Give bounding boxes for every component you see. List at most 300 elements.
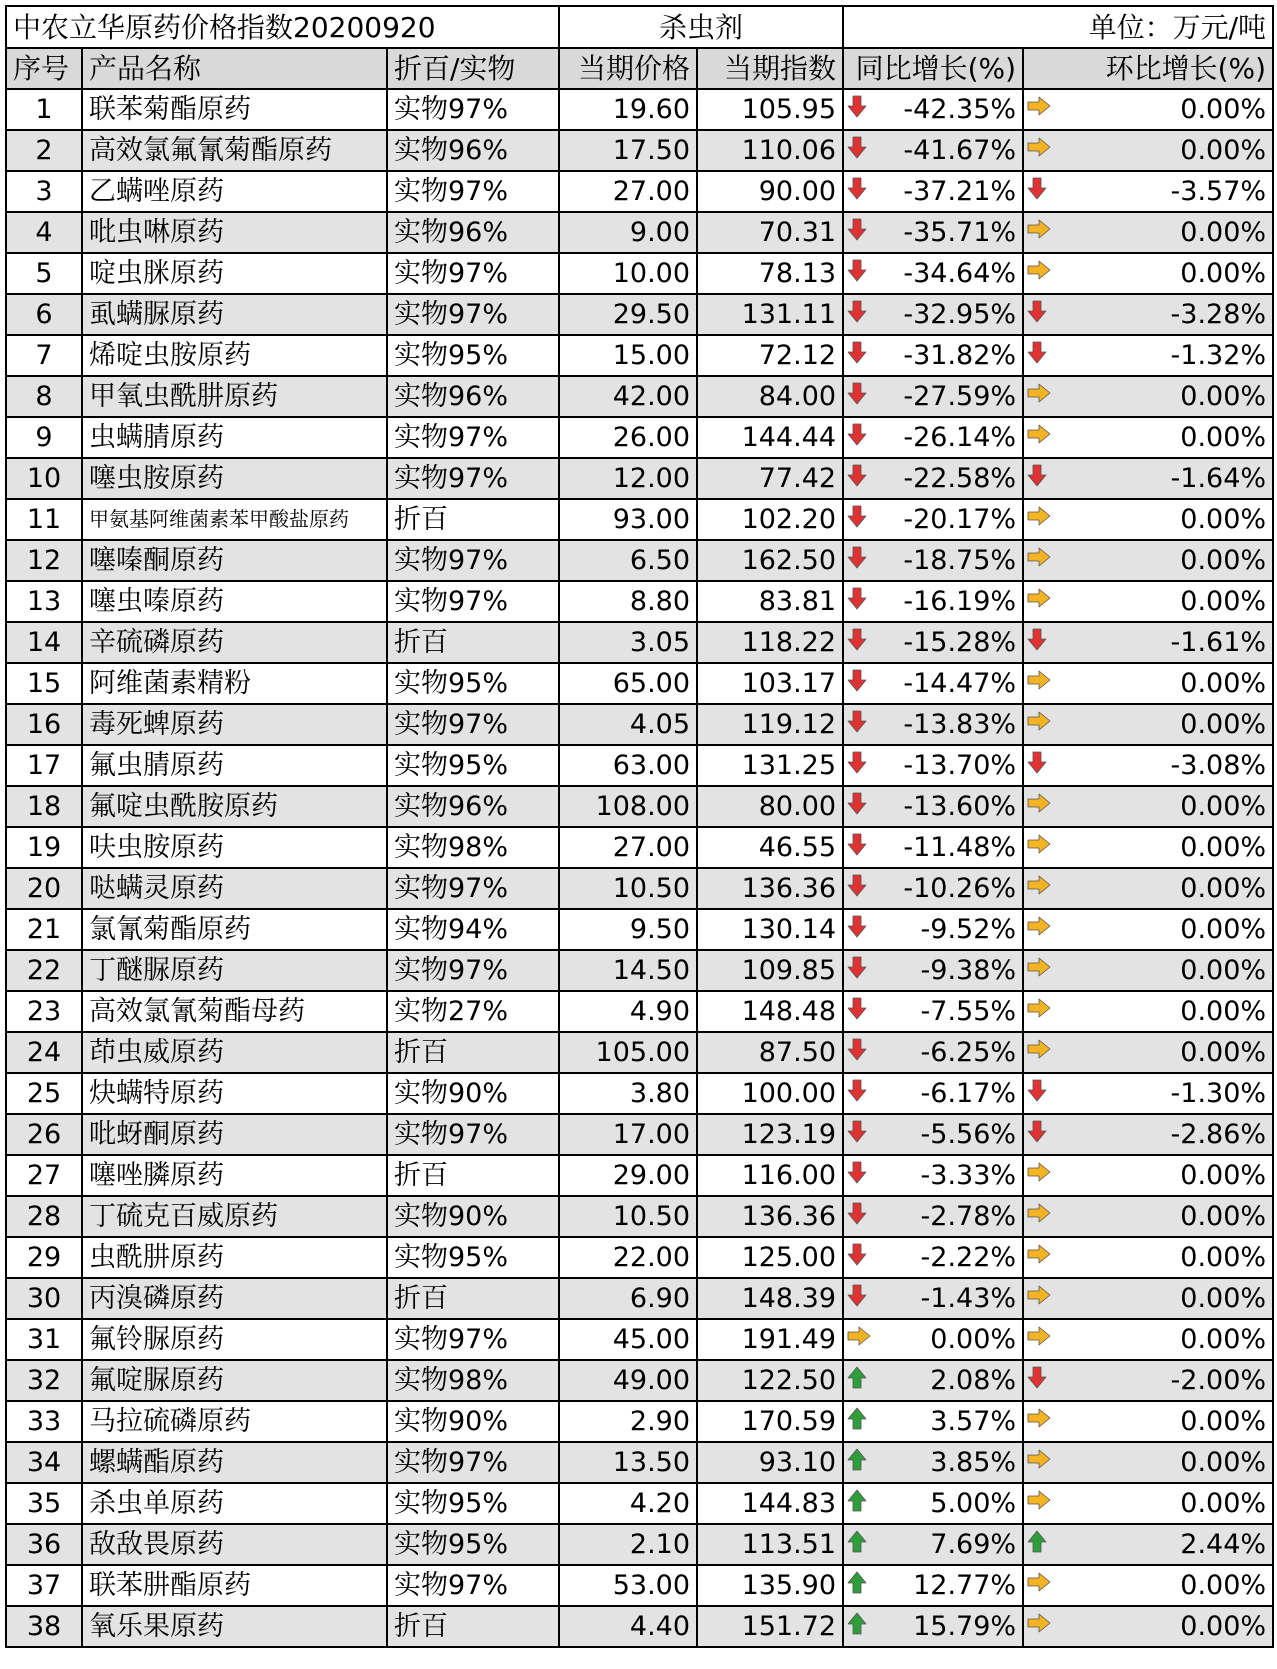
current-price: 45.00	[559, 1319, 697, 1360]
yoy-change-content	[844, 623, 1022, 662]
mom-change	[1023, 1442, 1273, 1483]
current-price: 8.80	[559, 581, 697, 622]
category-label: 杀虫剂	[559, 6, 843, 48]
yoy-change-value: -15.28%	[903, 627, 1017, 658]
mom-change	[1023, 909, 1273, 950]
current-price: 17.50	[559, 130, 697, 171]
yellow-right-arrow-icon	[1024, 1033, 1051, 1072]
table-row	[6, 704, 1273, 745]
table-row	[6, 253, 1273, 294]
red-down-arrow-icon	[844, 582, 867, 621]
yoy-change-content	[844, 1074, 1022, 1113]
yoy-change-content	[844, 1279, 1022, 1318]
mom-change-content	[1024, 90, 1272, 129]
mom-change-content	[1024, 1566, 1272, 1605]
table-row	[6, 1442, 1273, 1483]
table-row	[6, 950, 1273, 991]
yoy-change-content	[844, 1238, 1022, 1277]
mom-change	[1023, 868, 1273, 909]
mom-change	[1023, 335, 1273, 376]
current-index: 144.44	[697, 417, 843, 458]
yoy-change-content	[844, 377, 1022, 416]
mom-change-content	[1024, 500, 1272, 539]
mom-change-value: 0.00%	[1180, 1488, 1267, 1519]
product-name: 高效氯氰菊酯母药	[82, 991, 387, 1032]
mom-change-content	[1024, 582, 1272, 621]
mom-change-value: 0.00%	[1180, 94, 1267, 125]
current-index: 135.90	[697, 1565, 843, 1606]
yoy-change-content	[844, 1525, 1022, 1564]
table-row	[6, 458, 1273, 499]
current-index: 103.17	[697, 663, 843, 704]
mom-change-content	[1024, 787, 1272, 826]
mom-change-value: 0.00%	[1180, 996, 1267, 1027]
product-name: 氟铃脲原药	[82, 1319, 387, 1360]
yoy-change-content	[844, 418, 1022, 457]
mom-change	[1023, 1278, 1273, 1319]
yoy-change	[843, 622, 1023, 663]
current-price: 29.00	[559, 1155, 697, 1196]
mom-change-content	[1024, 951, 1272, 990]
product-spec: 折百	[387, 1032, 559, 1073]
yoy-change-content	[844, 1320, 1022, 1359]
yoy-change	[843, 130, 1023, 171]
green-up-arrow-icon	[844, 1402, 867, 1441]
table-row	[6, 1483, 1273, 1524]
current-index: 102.20	[697, 499, 843, 540]
mom-change-content	[1024, 213, 1272, 252]
current-index: 87.50	[697, 1032, 843, 1073]
yoy-change-value: -35.71%	[903, 217, 1017, 248]
row-number: 25	[6, 1073, 82, 1114]
current-index: 144.83	[697, 1483, 843, 1524]
current-index: 162.50	[697, 540, 843, 581]
yellow-right-arrow-icon	[1024, 1279, 1051, 1318]
table-row	[6, 1360, 1273, 1401]
yoy-change-content	[844, 254, 1022, 293]
product-spec: 实物97%	[387, 581, 559, 622]
product-name: 烯啶虫胺原药	[82, 335, 387, 376]
current-index: 77.42	[697, 458, 843, 499]
row-number: 26	[6, 1114, 82, 1155]
product-spec: 实物96%	[387, 212, 559, 253]
red-down-arrow-icon	[844, 500, 867, 539]
current-price: 10.00	[559, 253, 697, 294]
yoy-change-content	[844, 746, 1022, 785]
yoy-change-value: 0.00%	[930, 1324, 1017, 1355]
table-row	[6, 1565, 1273, 1606]
mom-change-value: 0.00%	[1180, 217, 1267, 248]
green-up-arrow-icon	[844, 1443, 867, 1482]
product-spec: 实物97%	[387, 89, 559, 130]
product-name: 螺螨酯原药	[82, 1442, 387, 1483]
yoy-change-content	[844, 582, 1022, 621]
row-number: 10	[6, 458, 82, 499]
green-up-arrow-icon	[844, 1525, 867, 1564]
red-down-arrow-icon	[844, 336, 867, 375]
red-down-arrow-icon	[844, 910, 867, 949]
current-price: 15.00	[559, 335, 697, 376]
product-spec: 实物97%	[387, 704, 559, 745]
row-number: 30	[6, 1278, 82, 1319]
row-number: 38	[6, 1606, 82, 1647]
red-down-arrow-icon	[844, 664, 867, 703]
mom-change-content	[1024, 1320, 1272, 1359]
yellow-right-arrow-icon	[1024, 90, 1051, 129]
current-price: 63.00	[559, 745, 697, 786]
yoy-change-content	[844, 1197, 1022, 1236]
mom-change-value: 0.00%	[1180, 545, 1267, 576]
current-price: 10.50	[559, 1196, 697, 1237]
current-price: 22.00	[559, 1237, 697, 1278]
header-spec: 折百/实物	[387, 48, 559, 89]
current-price: 2.90	[559, 1401, 697, 1442]
yoy-change	[843, 786, 1023, 827]
yoy-change	[843, 417, 1023, 458]
product-spec: 实物95%	[387, 335, 559, 376]
current-index: 46.55	[697, 827, 843, 868]
current-index: 119.12	[697, 704, 843, 745]
mom-change-value: 0.00%	[1180, 258, 1267, 289]
mom-change	[1023, 745, 1273, 786]
yoy-change-content	[844, 1443, 1022, 1482]
green-up-arrow-icon	[844, 1566, 867, 1605]
row-number: 3	[6, 171, 82, 212]
product-spec: 实物95%	[387, 663, 559, 704]
current-index: 83.81	[697, 581, 843, 622]
product-spec: 实物97%	[387, 950, 559, 991]
product-name: 噻嗪酮原药	[82, 540, 387, 581]
current-index: 72.12	[697, 335, 843, 376]
current-index: 110.06	[697, 130, 843, 171]
mom-change-value: 0.00%	[1180, 422, 1267, 453]
current-index: 84.00	[697, 376, 843, 417]
mom-change-value: 0.00%	[1180, 1201, 1267, 1232]
row-number: 16	[6, 704, 82, 745]
row-number: 2	[6, 130, 82, 171]
product-name: 氧乐果原药	[82, 1606, 387, 1647]
yellow-right-arrow-icon	[1024, 1566, 1051, 1605]
yoy-change	[843, 294, 1023, 335]
yoy-change	[843, 171, 1023, 212]
current-price: 4.05	[559, 704, 697, 745]
product-spec: 实物97%	[387, 294, 559, 335]
red-down-arrow-icon	[844, 90, 867, 129]
mom-change	[1023, 1237, 1273, 1278]
red-down-arrow-icon	[844, 1279, 867, 1318]
mom-change-content	[1024, 295, 1272, 334]
product-spec: 实物94%	[387, 909, 559, 950]
mom-change-content	[1024, 377, 1272, 416]
yoy-change-value: -18.75%	[903, 545, 1017, 576]
table-row	[6, 499, 1273, 540]
row-number: 14	[6, 622, 82, 663]
table-row	[6, 89, 1273, 130]
current-index: 78.13	[697, 253, 843, 294]
yoy-change-content	[844, 1484, 1022, 1523]
yoy-change-content	[844, 541, 1022, 580]
yellow-right-arrow-icon	[1024, 1238, 1051, 1277]
yellow-right-arrow-icon	[1024, 992, 1051, 1031]
mom-change-content	[1024, 664, 1272, 703]
current-price: 6.50	[559, 540, 697, 581]
mom-change	[1023, 704, 1273, 745]
yoy-change-value: -7.55%	[920, 996, 1017, 1027]
current-price: 53.00	[559, 1565, 697, 1606]
yoy-change-value: -14.47%	[903, 668, 1017, 699]
current-price: 14.50	[559, 950, 697, 991]
row-number: 22	[6, 950, 82, 991]
red-down-arrow-icon	[844, 377, 867, 416]
current-index: 170.59	[697, 1401, 843, 1442]
yellow-right-arrow-icon	[1024, 787, 1051, 826]
product-spec: 实物97%	[387, 171, 559, 212]
product-spec: 实物97%	[387, 540, 559, 581]
product-spec: 实物90%	[387, 1196, 559, 1237]
green-up-arrow-icon	[1024, 1525, 1047, 1564]
yoy-change-value: -11.48%	[903, 832, 1017, 863]
mom-change-value: 0.00%	[1180, 381, 1267, 412]
yoy-change-content	[844, 664, 1022, 703]
mom-change-content	[1024, 1074, 1272, 1113]
current-price: 65.00	[559, 663, 697, 704]
mom-change-value: 0.00%	[1180, 1242, 1267, 1273]
mom-change	[1023, 786, 1273, 827]
yoy-change-value: -26.14%	[903, 422, 1017, 453]
red-down-arrow-icon	[844, 869, 867, 908]
current-index: 131.25	[697, 745, 843, 786]
product-name: 哒螨灵原药	[82, 868, 387, 909]
mom-change-content	[1024, 1279, 1272, 1318]
mom-change-value: 0.00%	[1180, 832, 1267, 863]
current-index: 105.95	[697, 89, 843, 130]
red-down-arrow-icon	[1024, 1361, 1047, 1400]
red-down-arrow-icon	[844, 213, 867, 252]
current-price: 27.00	[559, 827, 697, 868]
yellow-right-arrow-icon	[1024, 541, 1051, 580]
yellow-right-arrow-icon	[1024, 664, 1051, 703]
row-number: 24	[6, 1032, 82, 1073]
table-row	[6, 1237, 1273, 1278]
red-down-arrow-icon	[844, 746, 867, 785]
row-number: 28	[6, 1196, 82, 1237]
current-price: 9.50	[559, 909, 697, 950]
mom-change-value: -3.28%	[1170, 299, 1267, 330]
current-price: 9.00	[559, 212, 697, 253]
table-row	[6, 212, 1273, 253]
yoy-change-value: 3.85%	[930, 1447, 1017, 1478]
product-name: 氟啶脲原药	[82, 1360, 387, 1401]
yoy-change-value: -31.82%	[903, 340, 1017, 371]
current-index: 148.39	[697, 1278, 843, 1319]
mom-change	[1023, 458, 1273, 499]
yoy-change-content	[844, 828, 1022, 867]
yoy-change	[843, 704, 1023, 745]
current-index: 118.22	[697, 622, 843, 663]
yoy-change-content	[844, 1566, 1022, 1605]
mom-change	[1023, 1606, 1273, 1647]
yellow-right-arrow-icon	[1024, 951, 1051, 990]
title-row	[6, 6, 1273, 48]
table-body	[6, 6, 1273, 1647]
current-index: 136.36	[697, 1196, 843, 1237]
yoy-change-value: 2.08%	[930, 1365, 1017, 1396]
row-number: 11	[6, 499, 82, 540]
yoy-change	[843, 1278, 1023, 1319]
current-price: 42.00	[559, 376, 697, 417]
yoy-change-value: -42.35%	[903, 94, 1017, 125]
product-name: 甲氨基阿维菌素苯甲酸盐原药	[82, 499, 387, 540]
product-name: 阿维菌素精粉	[82, 663, 387, 704]
mom-change-value: 0.00%	[1180, 914, 1267, 945]
yoy-change	[843, 1401, 1023, 1442]
table-row	[6, 1319, 1273, 1360]
table-row	[6, 581, 1273, 622]
yellow-right-arrow-icon	[1024, 705, 1051, 744]
mom-change-value: 0.00%	[1180, 1037, 1267, 1068]
table-row	[6, 745, 1273, 786]
product-name: 茚虫威原药	[82, 1032, 387, 1073]
mom-change	[1023, 663, 1273, 704]
mom-change	[1023, 1319, 1273, 1360]
mom-change-value: -1.64%	[1170, 463, 1267, 494]
table-row	[6, 1278, 1273, 1319]
yoy-change	[843, 827, 1023, 868]
yoy-change-value: -20.17%	[903, 504, 1017, 535]
yoy-change	[843, 1565, 1023, 1606]
row-number: 23	[6, 991, 82, 1032]
yoy-change-content	[844, 1607, 1022, 1646]
yoy-change	[843, 1319, 1023, 1360]
table-row	[6, 1606, 1273, 1647]
mom-change-value: 0.00%	[1180, 1570, 1267, 1601]
table-row	[6, 1114, 1273, 1155]
yoy-change	[843, 909, 1023, 950]
table-row	[6, 991, 1273, 1032]
mom-change	[1023, 622, 1273, 663]
yoy-change-value: -22.58%	[903, 463, 1017, 494]
row-number: 6	[6, 294, 82, 335]
red-down-arrow-icon	[844, 541, 867, 580]
header-mom: 环比增长(%)	[1023, 48, 1273, 89]
table-row	[6, 376, 1273, 417]
table-row	[6, 622, 1273, 663]
yoy-change-content	[844, 951, 1022, 990]
product-spec: 实物90%	[387, 1401, 559, 1442]
current-index: 100.00	[697, 1073, 843, 1114]
mom-change-value: -1.61%	[1170, 627, 1267, 658]
mom-change-content	[1024, 992, 1272, 1031]
current-index: 80.00	[697, 786, 843, 827]
yellow-right-arrow-icon	[1024, 1484, 1051, 1523]
mom-change	[1023, 540, 1273, 581]
mom-change	[1023, 294, 1273, 335]
mom-change-content	[1024, 623, 1272, 662]
product-spec: 折百	[387, 622, 559, 663]
current-price: 4.40	[559, 1606, 697, 1647]
red-down-arrow-icon	[844, 295, 867, 334]
yoy-change-content	[844, 459, 1022, 498]
mom-change-value: -3.57%	[1170, 176, 1267, 207]
red-down-arrow-icon	[1024, 746, 1047, 785]
mom-change	[1023, 171, 1273, 212]
current-price: 105.00	[559, 1032, 697, 1073]
current-index: 136.36	[697, 868, 843, 909]
yoy-change-content	[844, 90, 1022, 129]
table-row	[6, 1524, 1273, 1565]
row-number: 36	[6, 1524, 82, 1565]
mom-change	[1023, 130, 1273, 171]
product-spec: 实物98%	[387, 1360, 559, 1401]
sheet-title: 中农立华原药价格指数20200920	[6, 6, 559, 48]
product-spec: 实物95%	[387, 745, 559, 786]
mom-change-content	[1024, 1361, 1272, 1400]
current-price: 13.50	[559, 1442, 697, 1483]
row-number: 1	[6, 89, 82, 130]
mom-change-value: 0.00%	[1180, 791, 1267, 822]
product-name: 丙溴磷原药	[82, 1278, 387, 1319]
mom-change-content	[1024, 541, 1272, 580]
mom-change-value: -2.86%	[1170, 1119, 1267, 1150]
yoy-change-value: 12.77%	[913, 1570, 1017, 1601]
yoy-change-content	[844, 295, 1022, 334]
yellow-right-arrow-icon	[844, 1320, 871, 1359]
yellow-right-arrow-icon	[1024, 1156, 1051, 1195]
yoy-change-value: -13.70%	[903, 750, 1017, 781]
yoy-change-value: -37.21%	[903, 176, 1017, 207]
row-number: 20	[6, 868, 82, 909]
product-name: 丁硫克百威原药	[82, 1196, 387, 1237]
mom-change-value: 0.00%	[1180, 955, 1267, 986]
mom-change-content	[1024, 1607, 1272, 1646]
product-spec: 实物95%	[387, 1483, 559, 1524]
mom-change	[1023, 253, 1273, 294]
mom-change-value: 2.44%	[1180, 1529, 1267, 1560]
yoy-change-content	[844, 1115, 1022, 1154]
product-spec: 折百	[387, 1155, 559, 1196]
product-spec: 实物96%	[387, 376, 559, 417]
yoy-change	[843, 499, 1023, 540]
red-down-arrow-icon	[844, 1033, 867, 1072]
yoy-change-content	[844, 336, 1022, 375]
yellow-right-arrow-icon	[1024, 910, 1051, 949]
current-index: 151.72	[697, 1606, 843, 1647]
red-down-arrow-icon	[844, 828, 867, 867]
current-index: 113.51	[697, 1524, 843, 1565]
current-price: 93.00	[559, 499, 697, 540]
yoy-change-value: -34.64%	[903, 258, 1017, 289]
product-spec: 实物90%	[387, 1073, 559, 1114]
yellow-right-arrow-icon	[1024, 1443, 1051, 1482]
red-down-arrow-icon	[844, 131, 867, 170]
mom-change	[1023, 581, 1273, 622]
price-index-sheet	[5, 5, 1272, 1648]
row-number: 17	[6, 745, 82, 786]
yoy-change	[843, 868, 1023, 909]
current-index: 130.14	[697, 909, 843, 950]
current-price: 4.90	[559, 991, 697, 1032]
yoy-change-value: -2.22%	[920, 1242, 1017, 1273]
table-row	[6, 540, 1273, 581]
product-name: 啶虫脒原药	[82, 253, 387, 294]
yoy-change-content	[844, 1361, 1022, 1400]
yoy-change-value: -32.95%	[903, 299, 1017, 330]
mom-change-content	[1024, 336, 1272, 375]
product-name: 噻虫胺原药	[82, 458, 387, 499]
mom-change	[1023, 1483, 1273, 1524]
product-name: 吡蚜酮原药	[82, 1114, 387, 1155]
current-price: 3.05	[559, 622, 697, 663]
